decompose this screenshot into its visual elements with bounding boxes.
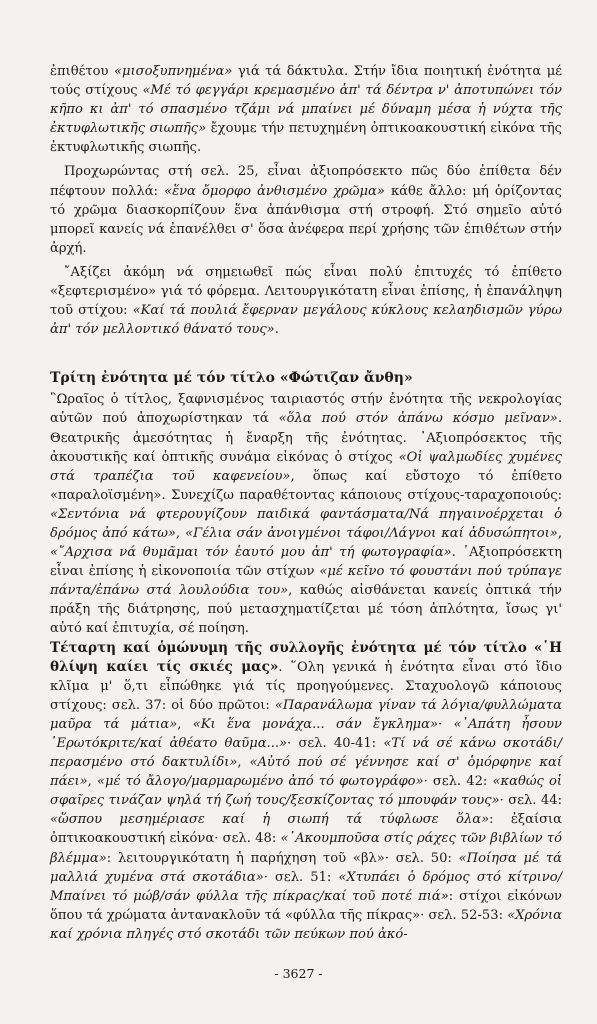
text-run: : λειτουργικότατη ἡ παρήχηση τοῦ «βλ»· σελ. 50: xyxy=(106,850,459,866)
text-run: , xyxy=(87,774,97,790)
quote: «᾿Ακουμποῦσα στίς ράχες τῶν βιβλίων τό βλέμμα» xyxy=(50,831,563,866)
quote: «Κι ἕνα μονάχα... σάν ἔγκλημα» xyxy=(192,716,439,732)
section-heading-3: Τρίτη ἐνότητα μέ τόν τίτλο «Φώτιζαν ἄνθη» xyxy=(50,370,413,387)
text-run: . ῞Ολη γενικά ἡ ἐνότητα εἶναι στό ἴδιο κλῖμα μ' ὅ,τι εἶπώθηκε γιά τίς προηγούμενες. Σταχυολογῶ κάποιους στίχους: σελ. 37: οἱ δύο πρῶτοι: xyxy=(50,659,562,713)
text-run: · σελ. 44: xyxy=(499,793,562,809)
text-run: ῎Αξίζει ἀκόμη νά σημειωθεῖ πώς εἶναι πολύ ἐπιτυχές τό ἐπίθετο «ξεφτερισμένο» γιά τό φόρεμα. Λειτουργικότατη εἶναι ἐπίσης, ἡ ἐπανάληψη τοῦ στίχου: xyxy=(50,264,562,319)
quote: «Παρανάλωμα γίναν τά λόγια/φυλλώματα μαῦρα τά μάτια» xyxy=(50,697,562,732)
quote: «μισοξυπνημένα» xyxy=(114,64,233,79)
text-run: ἔχουμε τήν πετυχημένη ὀπτικοακουστική εἰκόνα τῆς ἐκτυφλωτικῆς σιωπῆς. xyxy=(50,121,562,156)
text-run: , ὅπως καί εὔστοχο τό ἐπίθετο «παραλοϊσμένη». Συνεχίζω παραθέτοντας κάποιους στίχους-ταραχοποιούς: xyxy=(50,468,562,503)
text-run: · σελ. 51: xyxy=(263,869,339,885)
text-run: , xyxy=(237,755,250,771)
text-run: : ἐξαίσια ὀπτικοακουστική εἰκόνα· σελ. 48: xyxy=(50,812,563,847)
quote: «Καί τά πουλιά ἔφερναν μεγάλους κύκλους κελαηδισμῶν γύρω ἀπ' τόν μελλοντικό θάνατό τους» xyxy=(50,303,562,338)
quote: «ὅλα πού στόν ἀπάνω κόσμο μεῖναν» xyxy=(278,411,558,427)
text-run: . Θεατρικῆς ἀμεσότητας ἡ ἔναρξη τῆς ἐνότητας. ᾿Αξιοπρόσεκτος τῆς ἀκουστικῆς καί ὀπτικῆς συνάμα εἰκόνας ὁ στίχος xyxy=(50,411,562,465)
text-run: Προχωρώντας στή σελ. 25, εἶναι ἀξιοπρόσεκτο πῶς δύο ἐπίθετα δέν πέφτουν πολλά: xyxy=(50,164,562,199)
text-run: · xyxy=(438,716,454,732)
quote: «ὥσπου μεσημέριασε καί ἡ σιωπή τά τύφλωσε ὅλα» xyxy=(50,812,490,828)
text-run: . xyxy=(274,322,279,338)
quote: «καθώς οἱ σφαῖρες τινάζαν ψηλά τή ζωή τους/ξεσκίζοντας τό μπουφάν τους» xyxy=(50,774,563,809)
text-run: κάθε ἄλλο: μή ὁρίζοντας τό χρῶμα διασκορπίζουν ἕνα ἀπάνθισμα στή στροφή. Στό σημεῖο αὐτό μπορεῖ κανείς νά ἐπανέλθει σ' ὅσα ἀνέφερα περί χρήσης τῶν ἐπιθέτων στήν ἀρχή. xyxy=(50,183,562,256)
quote: «Αὐτό πού σέ γέννησε καί σ' ὁμόρφηνε καί πάει» xyxy=(50,755,562,790)
quote: «Μέ τό φεγγάρι κρεμασμένο ἀπ' τά δέντρα ν' ἀποτυπώνει τόν κῆπο κι ἀπ' τό σπασμένο τζάμι νά μπαίνει μέ δύναμη μέσα ἡ νύχτα τῆς ἐκτυφλωτικῆς σιωπῆς» xyxy=(50,83,562,137)
text-run: · σελ. 40-41: xyxy=(287,736,384,751)
text-run: , καθώς αἰσθάνεται κανείς ὀπτικά τήν πράξη τῆς διάτρησης, πού μετασχηματίζεται μέ τόση ἁπλότητα, ἴσως γι' αὐτό καί ἐπιτυχία, σέ ποίηση. xyxy=(50,583,562,637)
paragraph-3 xyxy=(50,263,562,339)
text-run: · σελ. 42: xyxy=(423,774,493,790)
quote: «Ποίησα μέ τά μαλλιά χυμένα στά σκοτάδια» xyxy=(50,850,562,885)
quote: «᾿Απάτη ἦσουν ᾿Ερωτόκριτε/καί ἀθέατο θαῦμα...» xyxy=(50,716,563,751)
text-run: : στίχοι εἰκόνων ὅπου τά χρώματα ἀντανακλοῦν τά «φύλλα τῆς πίκρας»· σελ. 52-53: xyxy=(50,888,562,923)
paragraph-2 xyxy=(50,162,562,257)
quote: «μέ τό ἄλογο/μαρμαρωμένο ἀπό τό φωτογράφο» xyxy=(96,774,424,790)
paragraph-4 xyxy=(50,390,562,638)
text-run: γιά τά δάκτυλα. Στήν ἴδια ποιητική ἐνότητα μέ τούς στίχους xyxy=(50,64,563,99)
quote: «Γέλια σάν ἀνοιγμένοι τάφοι/Λάγνοι καί ἀδυσώπητοι» xyxy=(185,525,558,541)
text-run: ῝Ωραῖος ὁ τίτλος, ξαφνισμένος ταιριαστός στήν ἐνότητα τῆς νεκρολογίας αὐτῶν πού ἀποχωρίστηκαν τά xyxy=(50,392,562,427)
page-number: - 3627 - xyxy=(274,966,323,981)
quote: «Χρόνια καί χρόνια πληγές στό σκοτάδι τῶν πεύκων πού ἀκό- xyxy=(50,907,563,942)
quote: «Οἱ ψαλμωδίες χυμένες στά τραπέζια τοῦ καφενείου» xyxy=(50,449,562,484)
paragraph-1 xyxy=(50,62,562,157)
text-run: . ᾿Αξιοπρόσεκτη εἶναι ἐπίσης ἡ εἰκονοποιία τῶν στίχων xyxy=(50,545,562,580)
quote: «Τί νά σέ κάνω σκοτάδι/περασμένο στό δακτυλίδι» xyxy=(50,736,562,771)
text-run: , xyxy=(557,525,562,541)
paragraph-5 xyxy=(50,639,562,945)
quote: «῎Αρχισα νά θυμᾶμαι τόν ἑαυτό μου ἀπ' τή φωτογραφία» xyxy=(50,545,452,561)
text-run: ἐπιθέτου xyxy=(50,64,114,79)
text-run: , xyxy=(177,716,193,732)
quote: «ἕνα ὄμορφο ἀνθισμένο χρῶμα» xyxy=(164,183,385,199)
body-text xyxy=(50,62,562,944)
quote: «Σεντόνια νά φτερουγίζουν παιδικά φαντάσματα/Νά πηγαινοέρχεται ὁ δρόμος ἀπό κάτω» xyxy=(50,506,562,541)
quote: «μέ κεῖνο τό φουστάνι πού τρύπαγε πάντα/ἐπάνω στά λουλούδια του» xyxy=(50,564,562,599)
section-heading-4: Τέταρτη καί ὁμώνυμη τῆς συλλογῆς ἐνότητα μέ τόν τίτλο «῾Η θλίψη καίει τίς σκιές μας» xyxy=(50,639,562,675)
quote: «Χτυπάει ὁ δρόμος στό κίτρινο/Μπαίνει τό μώβ/σάν φύλλα τῆς πίκρας/καί τοῦ ποτέ πιά» xyxy=(50,869,563,904)
text-run: , xyxy=(175,525,186,541)
